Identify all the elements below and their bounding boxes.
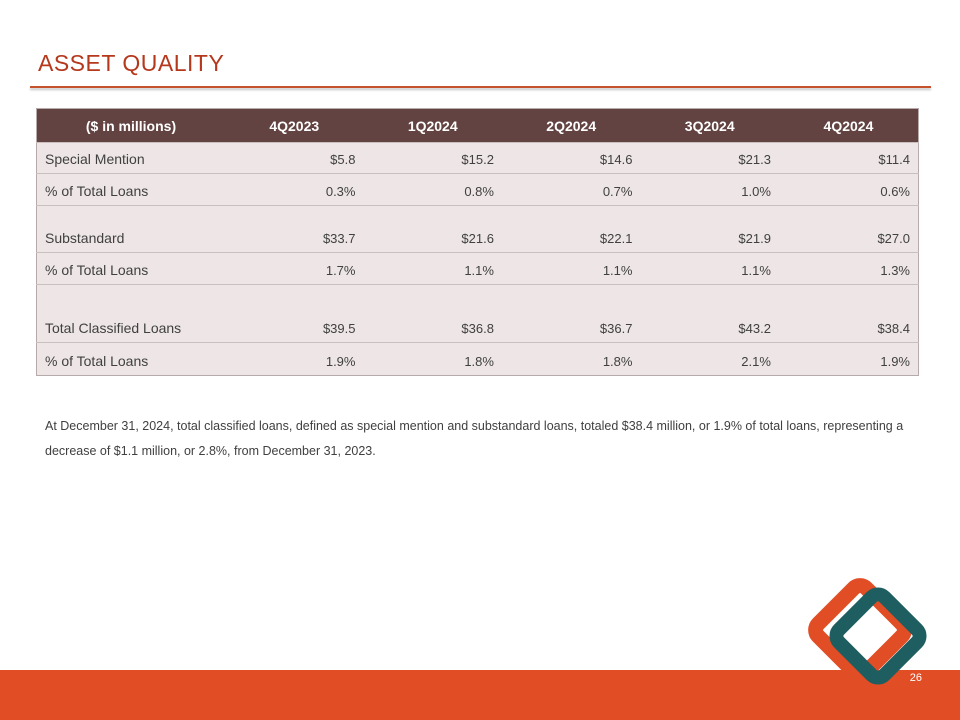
cell-value: 1.0% [640,174,778,206]
asset-quality-table [36,108,919,376]
cell-value: 1.1% [502,253,640,285]
cell-value: $22.1 [502,206,640,253]
cell-value: 1.1% [363,253,501,285]
cell-value: $36.7 [502,285,640,343]
cell-value: 0.6% [779,174,919,206]
cell-value: $36.8 [363,285,501,343]
header-2q2024: 2Q2024 [546,117,597,134]
cell-value: 2.1% [640,343,778,376]
cell-value: $39.5 [225,285,363,343]
cell-value: $33.7 [225,206,363,253]
cell-value: 1.3% [779,253,919,285]
cell-value: $11.4 [779,143,919,174]
summary-note: At December 31, 2024, total classified loans, defined as special mention and substandard loans, totaled $38.4 million, or 1.9% of total loans, representing a decrease of $1.1 million, or 2.8%, from December 31, 2023. [45,419,904,458]
cell-value: 0.7% [502,174,640,206]
header-3q2024: 3Q2024 [684,117,735,134]
cell-value: 1.7% [225,253,363,285]
title-divider [30,86,931,88]
row-label: Special Mention [37,143,226,174]
row-label: % of Total Loans [37,343,226,376]
table-row-total-classified [37,285,919,343]
table-row-substandard-pct [37,253,919,285]
cell-value: 0.8% [363,174,501,206]
cell-value: $15.2 [363,143,501,174]
cell-value: 1.8% [502,343,640,376]
cell-value: $21.9 [640,206,778,253]
row-label: Total Classified Loans [37,285,226,343]
cell-value: $14.6 [502,143,640,174]
cell-value: 1.9% [779,343,919,376]
table-row-special-mention [37,143,919,174]
header-4q2024: 4Q2024 [823,117,874,134]
row-label: % of Total Loans [37,253,226,285]
table-row-substandard [37,206,919,253]
cell-value: 1.8% [363,343,501,376]
cell-value: $27.0 [779,206,919,253]
table-row-total-classified-pct [37,343,919,376]
table-row-special-mention-pct [37,174,919,206]
cell-value: $5.8 [225,143,363,174]
header-label: ($ in millions) [85,117,177,134]
cell-value: $21.3 [640,143,778,174]
header-4q2023: 4Q2023 [269,117,320,134]
cell-value: $43.2 [640,285,778,343]
header-1q2024: 1Q2024 [407,117,458,134]
cell-value: 1.9% [225,343,363,376]
cell-value: $21.6 [363,206,501,253]
cell-value: 0.3% [225,174,363,206]
cell-value: 1.1% [640,253,778,285]
row-label: Substandard [37,206,226,253]
page-number: 26 [909,672,922,684]
slide-title: ASSET QUALITY [38,50,225,76]
row-label: % of Total Loans [37,174,226,206]
table-header-row [37,109,919,143]
cell-value: $38.4 [779,285,919,343]
